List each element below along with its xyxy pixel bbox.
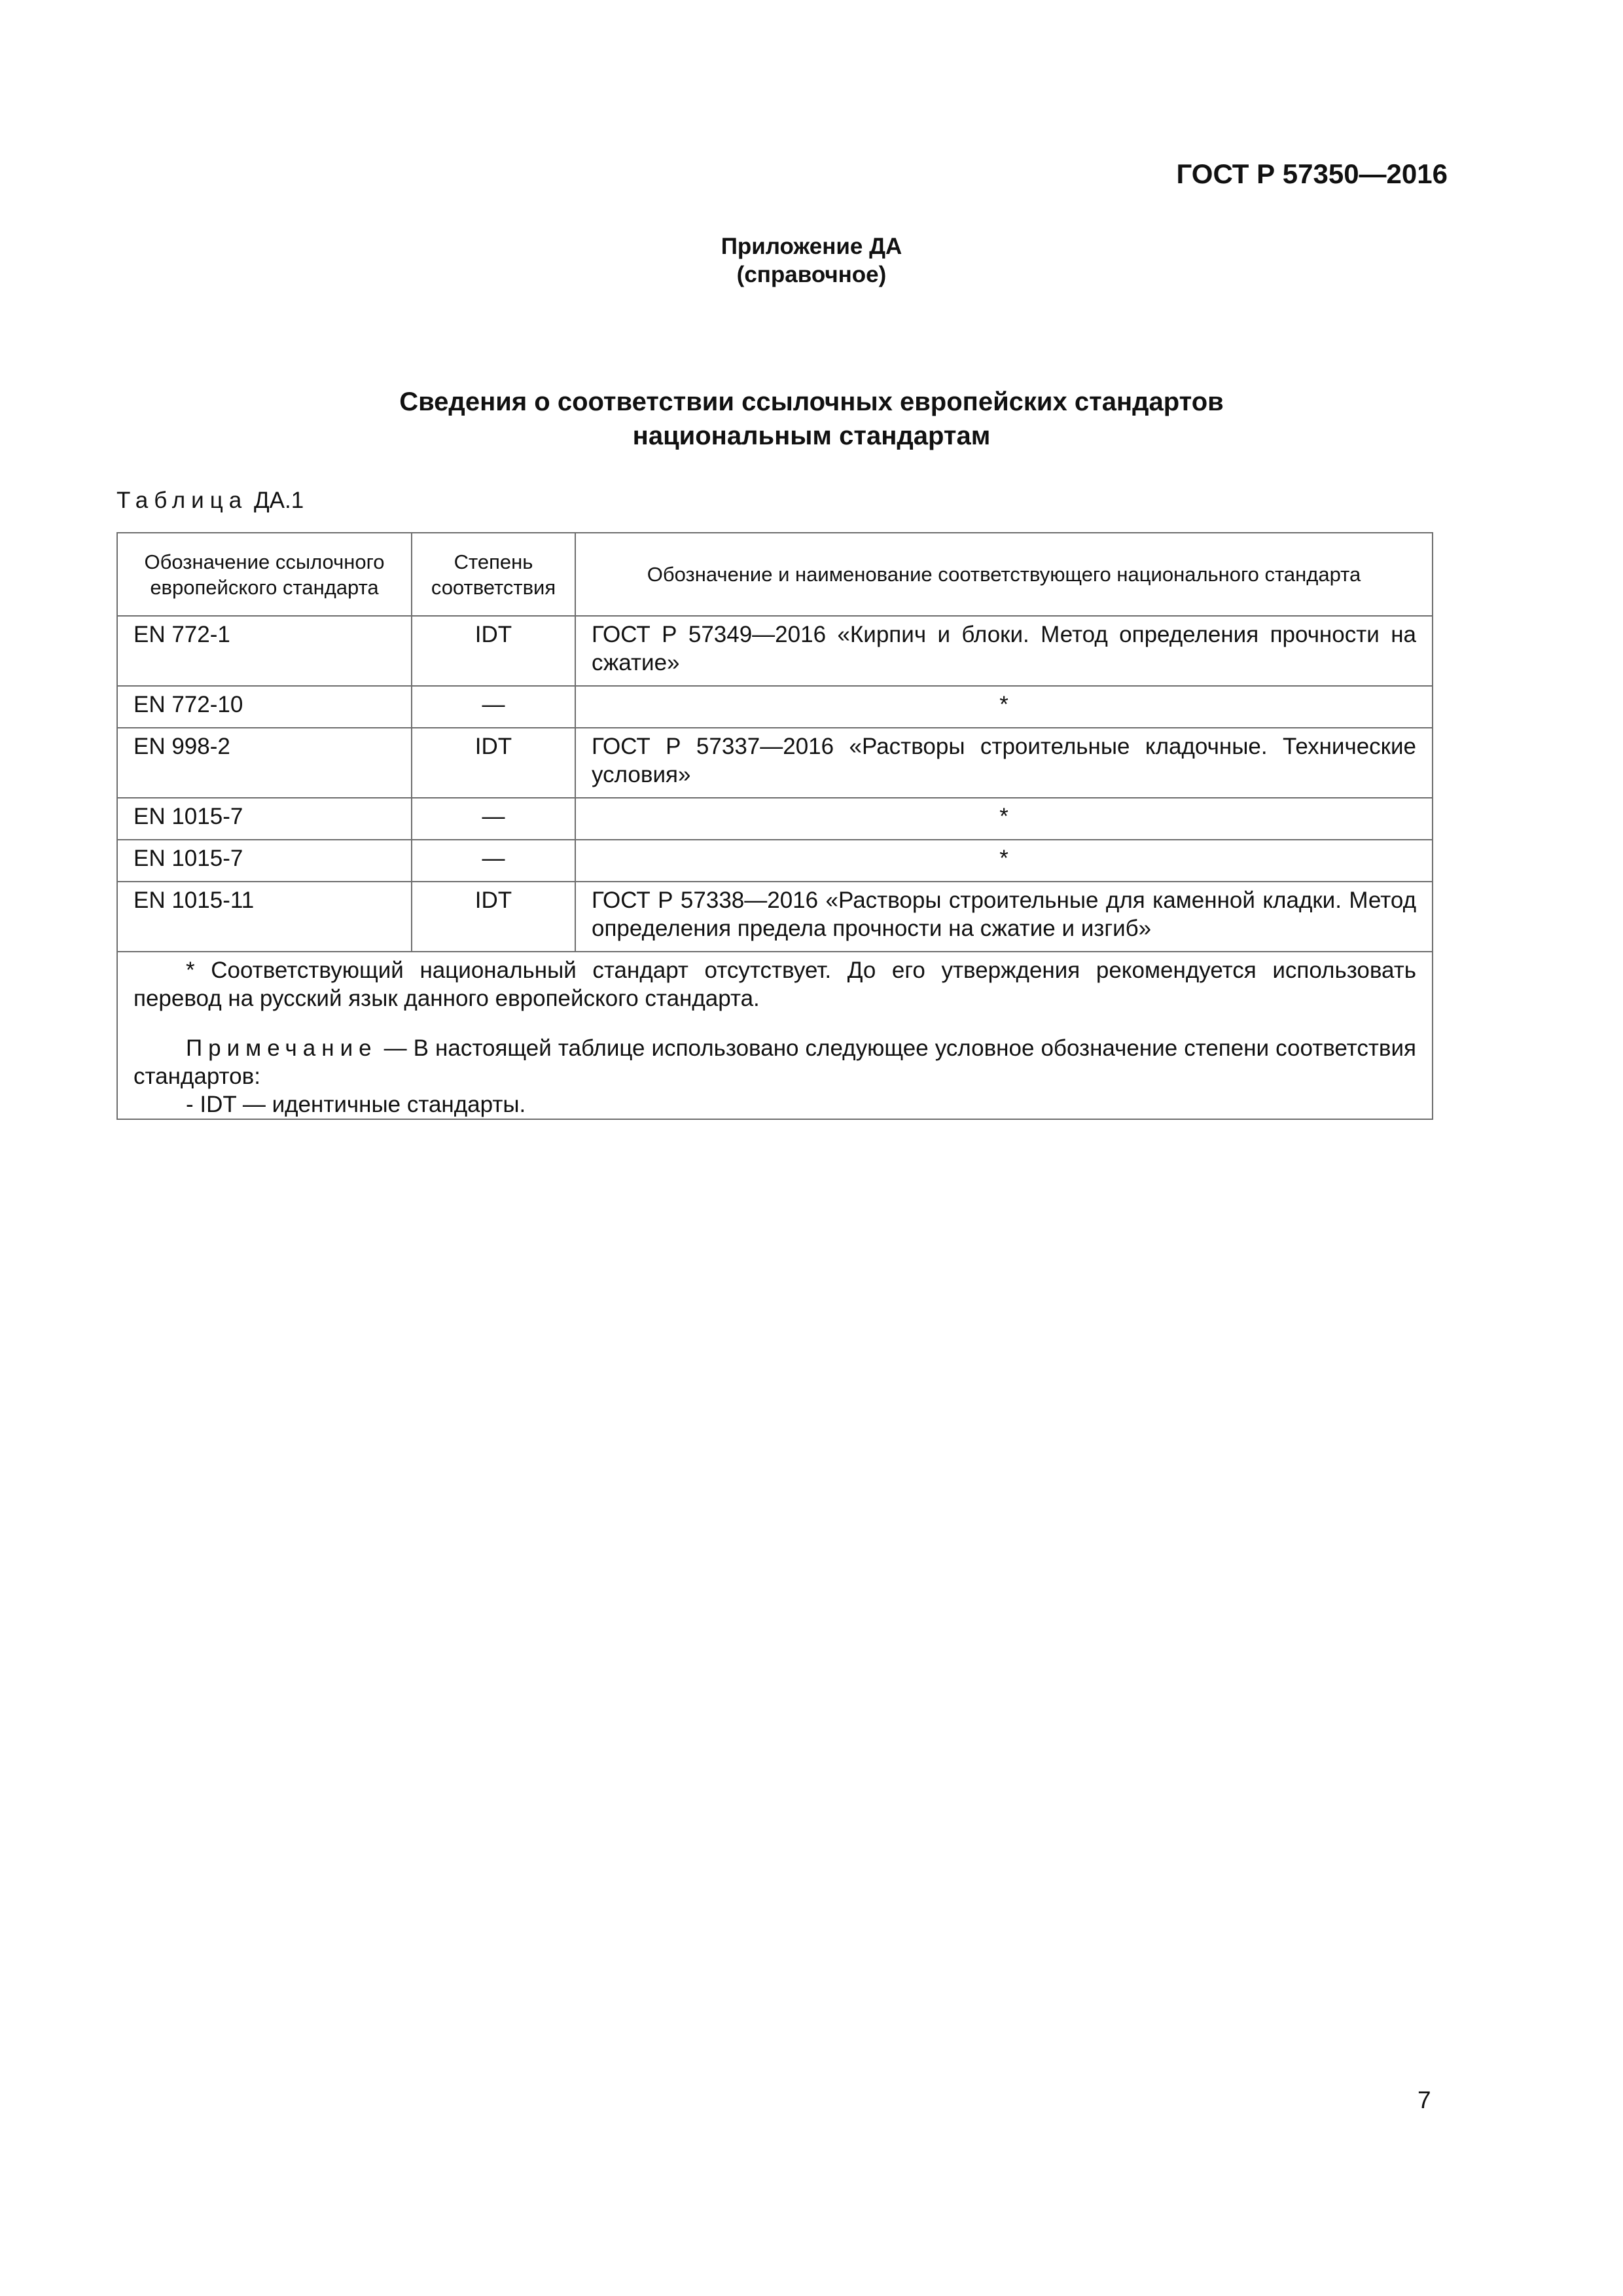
section-title-line-1: Сведения о соответствии ссылочных европейских стандартов	[399, 387, 1224, 416]
degree-cell: —	[412, 798, 575, 840]
table-row	[117, 686, 1433, 728]
degree-cell: —	[412, 686, 575, 728]
section-title	[0, 385, 1623, 453]
european-standard-cell: EN 1015-11	[117, 882, 412, 952]
european-standard-cell: EN 772-10	[117, 686, 412, 728]
column-header-european: Обозначение ссылочного европейского стандарта	[117, 533, 412, 616]
note-text: — В настоящей таблице использовано следующее условное обозначение степени соответствия стандартов:	[134, 1035, 1416, 1089]
degree-cell: IDT	[412, 882, 575, 952]
correspondence-table	[116, 532, 1433, 1120]
degree-cell: —	[412, 840, 575, 882]
column-header-national: Обозначение и наименование соответствующего национального стандарта	[575, 533, 1433, 616]
table-note	[134, 1034, 1416, 1090]
table-footnote: * Соответствующий национальный стандарт отсутствует. До его утверждения рекомендуется использовать перевод на русский язык данного европейского стандарта.	[134, 958, 1416, 1011]
section-title-line-2: национальным стандартам	[632, 422, 991, 450]
table-footer	[117, 952, 1433, 1119]
national-standard-cell: *	[575, 840, 1433, 882]
european-standard-cell: EN 998-2	[117, 728, 412, 798]
appendix-heading	[0, 232, 1623, 289]
page-number: 7	[1418, 2087, 1431, 2113]
appendix-title: Приложение ДА	[721, 234, 902, 259]
note-label: Примечание	[186, 1035, 378, 1061]
european-standard-cell: EN 1015-7	[117, 840, 412, 882]
national-standard-cell: ГОСТ Р 57338—2016 «Растворы строительные для каменной кладки. Метод определения предела прочности на сжатие и изгиб»	[575, 882, 1433, 952]
table-header-row	[117, 533, 1433, 616]
degree-cell: IDT	[412, 728, 575, 798]
document-code: ГОСТ Р 57350—2016	[1176, 158, 1448, 189]
national-standard-cell: ГОСТ Р 57337—2016 «Растворы строительные кладочные. Технические условия»	[575, 728, 1433, 798]
table-label-word: Таблица	[116, 488, 248, 513]
national-standard-cell: ГОСТ Р 57349—2016 «Кирпич и блоки. Метод определения прочности на сжатие»	[575, 616, 1433, 686]
note-list-item: - IDT — идентичные стандарты.	[186, 1092, 526, 1117]
table-row	[117, 798, 1433, 840]
appendix-subtitle: (справочное)	[736, 262, 887, 287]
table-footer-row	[117, 952, 1433, 1119]
table-row	[117, 728, 1433, 798]
column-header-degree: Степень соответствия	[412, 533, 575, 616]
degree-cell: IDT	[412, 616, 575, 686]
table-label-number: ДА.1	[253, 488, 304, 513]
table-row	[117, 882, 1433, 952]
table-label	[116, 488, 304, 514]
table-row	[117, 616, 1433, 686]
table-row	[117, 840, 1433, 882]
national-standard-cell: *	[575, 798, 1433, 840]
national-standard-cell: *	[575, 686, 1433, 728]
european-standard-cell: EN 1015-7	[117, 798, 412, 840]
european-standard-cell: EN 772-1	[117, 616, 412, 686]
